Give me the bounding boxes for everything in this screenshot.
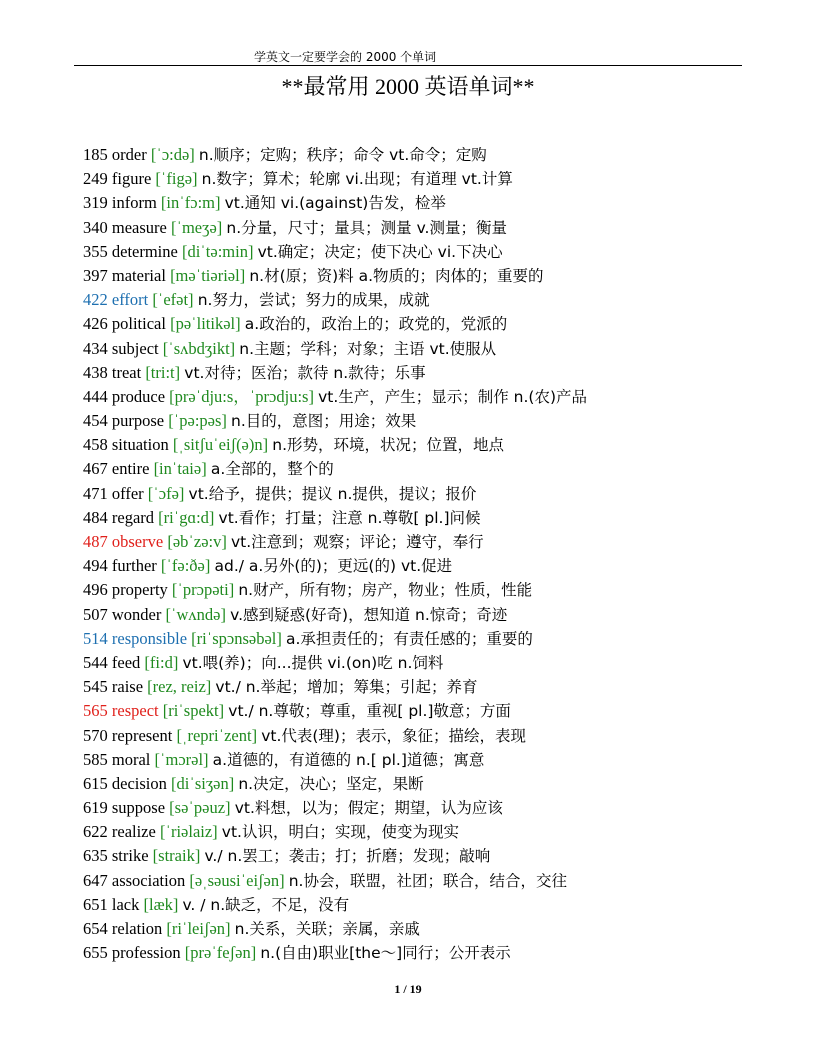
entry-phonetic: [diˈsiʒən] — [171, 773, 235, 793]
entry-phonetic: [riˈgɑ:d] — [158, 507, 215, 527]
entry-definition: v./ n.罢工；袭击；打；折磨；发现；敲响 — [204, 847, 491, 866]
entry-phonetic: [əbˈzə:v] — [167, 532, 227, 551]
entry-number: 570 — [83, 725, 108, 745]
entry-definition: a.政治的，政治上的；政党的，党派的 — [244, 315, 508, 334]
entry-phonetic: [ˈriəlaiz] — [159, 822, 218, 842]
entry-number: 484 — [83, 507, 108, 527]
entry-number: 615 — [83, 773, 108, 793]
entry-phonetic: [ˈwʌndə] — [165, 604, 226, 624]
vocab-entry — [83, 578, 783, 602]
entry-number: 514 — [83, 628, 108, 648]
entry-number: 565 — [83, 701, 108, 721]
vocab-entry — [83, 869, 783, 893]
entry-number: 422 — [83, 290, 108, 310]
entry-phonetic: [inˈtaiə] — [153, 459, 207, 479]
vocab-entry — [83, 143, 783, 167]
entry-definition: vt.认识，明白；实现，使变为现实 — [221, 823, 459, 842]
vocab-entry — [83, 603, 783, 627]
vocab-entry — [83, 748, 783, 772]
vocab-entry — [83, 385, 783, 409]
entry-phonetic: [əˌsəusiˈeiʃən] — [189, 870, 285, 890]
entry-number: 355 — [83, 241, 108, 261]
vocab-entry — [83, 554, 783, 578]
vocab-entry — [83, 482, 783, 506]
entry-word: inform — [111, 193, 157, 213]
entry-word: represent — [111, 725, 173, 745]
entry-definition: n.协会，联盟，社团；联合，结合，交往 — [288, 871, 567, 890]
entry-word: observe — [111, 532, 164, 551]
entry-definition: vt./ n.尊敬；尊重，重视[ pl.]敬意；方面 — [228, 702, 511, 721]
vocab-entry — [83, 409, 783, 433]
vocab-entry — [83, 288, 783, 312]
entry-definition: vt.喂(养)；向...提供 vi.(on)吃 n.饲料 — [182, 653, 444, 672]
vocab-entry — [83, 433, 783, 457]
entry-phonetic: [læk] — [143, 894, 179, 914]
entry-phonetic: [straik] — [152, 846, 201, 866]
entry-number: 654 — [83, 919, 108, 938]
entry-number: 647 — [83, 870, 108, 890]
entry-phonetic: [diˈtə:min] — [181, 241, 254, 261]
entry-word: treat — [111, 362, 142, 382]
entry-word: profession — [111, 943, 181, 963]
entry-word: entire — [111, 459, 150, 479]
entry-phonetic: [pəˈlitikəl] — [170, 314, 241, 334]
vocab-entry — [83, 820, 783, 844]
entry-number: 471 — [83, 483, 108, 503]
entry-number: 545 — [83, 677, 108, 697]
entry-phonetic: [ˈɔ:də] — [150, 145, 195, 164]
entry-word: regard — [111, 507, 155, 527]
vocab-entry — [83, 457, 783, 481]
entry-word: respect — [111, 701, 159, 721]
entry-word: suppose — [111, 798, 166, 818]
entry-number: 467 — [83, 459, 108, 479]
entry-definition: v. / n.缺乏，不足，没有 — [182, 895, 350, 914]
entry-number: 507 — [83, 604, 108, 624]
entry-number: 397 — [83, 265, 108, 285]
vocab-entry — [83, 312, 783, 336]
entry-phonetic: [ˈefət] — [152, 290, 194, 310]
entry-word: property — [111, 580, 168, 600]
entry-number: 458 — [83, 435, 108, 455]
entry-number: 655 — [83, 943, 108, 963]
entry-number: 635 — [83, 846, 108, 866]
vocab-entry — [83, 191, 783, 215]
entry-phonetic: [səˈpəuz] — [169, 798, 231, 818]
vocab-entry — [83, 167, 783, 191]
running-header: 学英文一定要学会的 2000 个单词 — [254, 50, 437, 64]
vocab-entry — [83, 772, 783, 796]
vocab-entry — [83, 361, 783, 385]
entry-number: 544 — [83, 652, 108, 672]
entry-word: purpose — [111, 411, 165, 431]
entry-number: 494 — [83, 556, 108, 576]
entry-phonetic: [ˈsʌbdʒikt] — [162, 338, 236, 358]
entry-number: 496 — [83, 580, 108, 600]
page-number: 1 / 19 — [394, 982, 422, 996]
entry-definition: v.感到疑惑(好奇)，想知道 n.惊奇；奇迹 — [230, 605, 508, 624]
entry-word: measure — [111, 217, 167, 237]
entry-word: order — [111, 145, 147, 164]
entry-word: wonder — [111, 604, 162, 624]
entry-word: moral — [111, 749, 151, 769]
vocab-entry — [83, 627, 783, 651]
entry-word: determine — [111, 241, 178, 261]
entry-definition: ad./ a.另外(的)；更远(的) vt.促进 — [214, 557, 453, 576]
vocabulary-list — [83, 143, 783, 965]
entry-definition: a.全部的，整个的 — [210, 460, 334, 479]
entry-number: 319 — [83, 193, 108, 213]
entry-definition: a.承担责任的；有责任感的；重要的 — [286, 629, 533, 648]
entry-word: offer — [111, 483, 144, 503]
entry-definition: vt.注意到；观察；评论；遵守，奉行 — [231, 533, 484, 551]
vocab-entry — [83, 724, 783, 748]
entry-phonetic: [ˌsitʃuˈeiʃ(ə)n] — [172, 435, 269, 455]
entry-word: situation — [111, 435, 169, 455]
vocab-entry — [83, 240, 783, 264]
entry-word: realize — [111, 822, 156, 842]
entry-number: 434 — [83, 338, 108, 358]
entry-word: strike — [111, 846, 149, 866]
entry-word: political — [111, 314, 166, 334]
entry-definition: vt.对待；医治；款待 n.款待；乐事 — [184, 363, 426, 382]
entry-definition: vt.料想，以为；假定；期望，认为应该 — [234, 799, 503, 818]
entry-phonetic: [məˈtiəriəl] — [170, 265, 246, 285]
page-title: **最常用 2000 英语单词** — [281, 74, 535, 99]
entry-phonetic: [tri:t] — [145, 362, 181, 382]
entry-word: further — [111, 556, 157, 576]
entry-definition: vt.生产，产生；显示；制作 n.(农)产品 — [318, 387, 588, 406]
entry-number: 249 — [83, 169, 108, 189]
entry-definition: n.努力，尝试；努力的成果，成就 — [197, 291, 430, 310]
entry-number: 185 — [83, 145, 108, 164]
entry-word: figure — [111, 169, 152, 189]
vocab-entry — [83, 506, 783, 530]
vocab-entry — [83, 216, 783, 240]
vocab-entry — [83, 675, 783, 699]
entry-definition: n.(自由)职业[the～]同行；公开表示 — [260, 944, 511, 963]
entry-definition: vt.通知 vi.(against)告发，检举 — [224, 194, 446, 213]
entry-phonetic: [fi:d] — [144, 652, 179, 672]
entry-number: 651 — [83, 894, 108, 914]
vocab-entry — [83, 941, 783, 965]
vocab-entry — [83, 651, 783, 675]
entry-word: produce — [111, 386, 166, 406]
entry-word: relation — [111, 919, 163, 938]
vocab-entry — [83, 264, 783, 288]
entry-number: 619 — [83, 798, 108, 818]
entry-number: 622 — [83, 822, 108, 842]
entry-definition: vt.代表(理)；表示，象征；描绘，表现 — [261, 726, 526, 745]
entry-phonetic: [ˈɔfə] — [147, 483, 185, 503]
entry-word: material — [111, 265, 166, 285]
entry-phonetic: [prəˈfeʃən] — [184, 943, 257, 963]
entry-phonetic: [ˌrepriˈzent] — [176, 725, 258, 745]
entry-number: 438 — [83, 362, 108, 382]
entry-phonetic: [ˈfə:ðə] — [160, 556, 211, 576]
vocab-entry — [83, 893, 783, 917]
entry-word: responsible — [111, 628, 188, 648]
vocab-entry — [83, 337, 783, 361]
entry-number: 426 — [83, 314, 108, 334]
entry-word: effort — [111, 290, 149, 310]
entry-phonetic: [inˈfɔ:m] — [160, 193, 221, 213]
entry-number: 444 — [83, 386, 108, 406]
vocab-entry — [83, 530, 783, 554]
entry-definition: vt./ n.举起；增加；筹集；引起；养育 — [215, 678, 478, 697]
entry-definition: n.形势，环境，状况；位置，地点 — [272, 436, 505, 455]
entry-phonetic: [ˈmeʒə] — [170, 217, 223, 237]
entry-word: decision — [111, 773, 167, 793]
entry-phonetic: [ˈpə:pəs] — [168, 411, 227, 431]
vocab-entry — [83, 796, 783, 820]
entry-phonetic: [prəˈdju:s，ˈprɔdju:s] — [169, 386, 314, 406]
entry-phonetic: [ˈprɔpəti] — [171, 580, 235, 600]
entry-definition: a.道德的，有道德的 n.[ pl.]道德；寓意 — [212, 750, 485, 769]
entry-phonetic: [ˈmɔrəl] — [154, 749, 209, 769]
entry-definition: n.财产，所有物；房产，物业；性质，性能 — [238, 581, 533, 600]
entry-word: feed — [111, 652, 141, 672]
entry-definition: n.主题；学科；对象；主语 vt.使服从 — [239, 339, 497, 358]
entry-definition: n.目的，意图；用途；效果 — [231, 412, 417, 431]
entry-number: 340 — [83, 217, 108, 237]
entry-definition: n.决定，决心；坚定，果断 — [238, 774, 424, 793]
vocab-entry — [83, 917, 783, 941]
entry-number: 585 — [83, 749, 108, 769]
entry-word: raise — [111, 677, 144, 697]
entry-word: association — [111, 870, 186, 890]
entry-word: subject — [111, 338, 159, 358]
entry-phonetic: [ˈfigə] — [155, 169, 198, 189]
vocab-entry — [83, 844, 783, 868]
entry-definition: n.关系，关联；亲属，亲戚 — [234, 920, 420, 938]
entry-definition: n.顺序；定购；秩序；命令 vt.命令；定购 — [198, 146, 487, 164]
entry-definition: vt.给予，提供；提议 n.提供，提议；报价 — [188, 484, 477, 503]
entry-word: lack — [111, 894, 140, 914]
entry-definition: n.分量，尺寸；量具；测量 v.测量；衡量 — [226, 218, 507, 237]
entry-definition: vt.确定；决定；使下决心 vi.下决心 — [257, 242, 503, 261]
entry-definition: vt.看作；打量；注意 n.尊敬[ pl.]问候 — [218, 508, 481, 527]
entry-definition: n.材(原；资)料 a.物质的；肉体的；重要的 — [249, 266, 544, 285]
header-rule — [74, 65, 742, 66]
entry-number: 487 — [83, 532, 108, 551]
entry-phonetic: [riˈleiʃən] — [166, 919, 231, 938]
vocab-entry — [83, 699, 783, 723]
entry-phonetic: [riˈspekt] — [162, 701, 225, 721]
entry-definition: n.数字；算术；轮廓 vi.出现；有道理 vt.计算 — [201, 170, 513, 189]
entry-number: 454 — [83, 411, 108, 431]
entry-phonetic: [riˈspɔnsəbəl] — [191, 628, 282, 648]
entry-phonetic: [rez, reiz] — [147, 677, 212, 697]
